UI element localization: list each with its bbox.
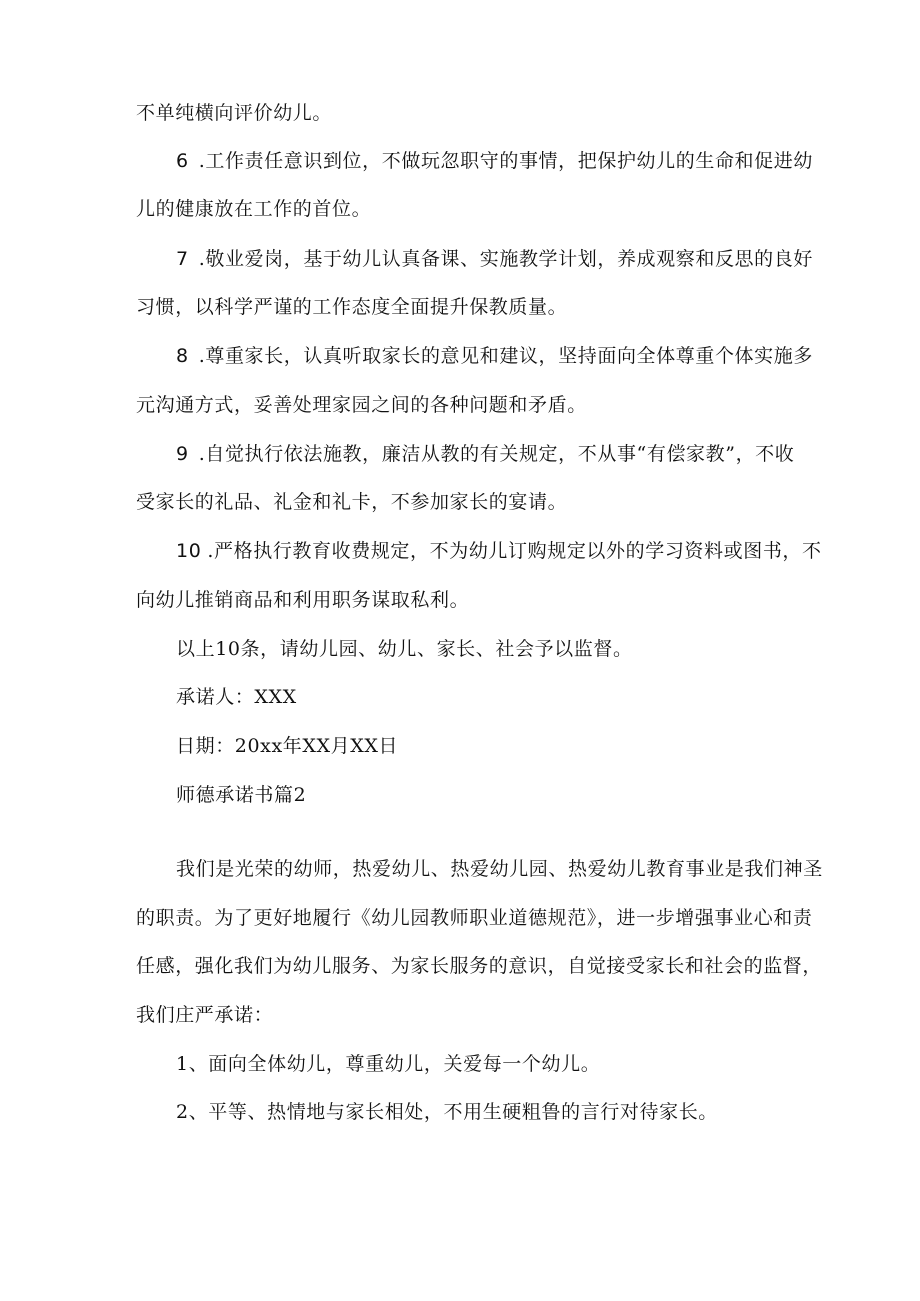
item-text: .尊重家长，认真听取家长的意见和建议，坚持面向全体尊重个体实施多: [198, 345, 813, 367]
commitment-item-2: 2、平等、热情地与家长相处，不用生硬粗鲁的言行对待家长。: [176, 1101, 718, 1123]
item-7-line-1: [176, 247, 813, 271]
item-text: .严格执行教育收费规定，不为幼儿订购规定以外的学习资料或图书，不: [207, 540, 822, 562]
intro-line: 任感，强化我们为幼儿服务、为家长服务的意识，自觉接受家长和社会的监督，: [136, 955, 823, 977]
intro-line: 我们庄严承诺：: [136, 1004, 274, 1026]
item-9-line-1: [176, 442, 794, 466]
item-6-line-2: 儿的健康放在工作的首位。: [136, 198, 372, 220]
intro-line: 的职责。为了更好地履行《幼儿园教师职业道德规范》，进一步增强事业心和责: [136, 907, 813, 929]
item-number: 10: [176, 540, 202, 562]
item-10-line-2: 向幼儿推销商品和利用职务谋取私利。: [136, 589, 470, 611]
item-number: 8: [176, 345, 189, 367]
item-number: 7: [176, 248, 189, 270]
text-line: 不单纯横向评价幼儿。: [136, 102, 333, 124]
signer-line: 承诺人：XXX: [176, 686, 297, 708]
item-7-line-2: 习惯，以科学严谨的工作态度全面提升保教质量。: [136, 296, 568, 318]
item-text: .敬业爱岗，基于幼儿认真备课、实施教学计划，养成观察和反思的良好: [198, 248, 813, 270]
commitment-item-1: 1、面向全体幼儿，尊重幼儿，关爱每一个幼儿。: [176, 1053, 601, 1075]
item-10-line-1: [176, 539, 822, 563]
supervision-note: 以上10条，请幼儿园、幼儿、家长、社会予以监督。: [176, 638, 633, 660]
intro-line: 我们是光荣的幼师，热爱幼儿、热爱幼儿园、热爱幼儿教育事业是我们神圣: [176, 858, 823, 880]
item-9-line-2: 受家长的礼品、礼金和礼卡，不参加家长的宴请。: [136, 491, 568, 513]
date-line: 日期：20xx年XX月XX日: [176, 735, 399, 757]
item-6-line-1: [176, 149, 813, 173]
item-8-line-2: 元沟通方式，妥善处理家园之间的各种问题和矛盾。: [136, 394, 587, 416]
section-title: 师德承诺书篇2: [176, 784, 307, 806]
item-number: 6: [176, 150, 189, 172]
item-text: .工作责任意识到位，不做玩忽职守的事情，把保护幼儿的生命和促进幼: [198, 150, 813, 172]
item-text: .自觉执行依法施教，廉洁从教的有关规定，不从事“有偿家教”，不收: [198, 443, 795, 465]
item-8-line-1: [176, 344, 813, 368]
item-number: 9: [176, 443, 189, 465]
